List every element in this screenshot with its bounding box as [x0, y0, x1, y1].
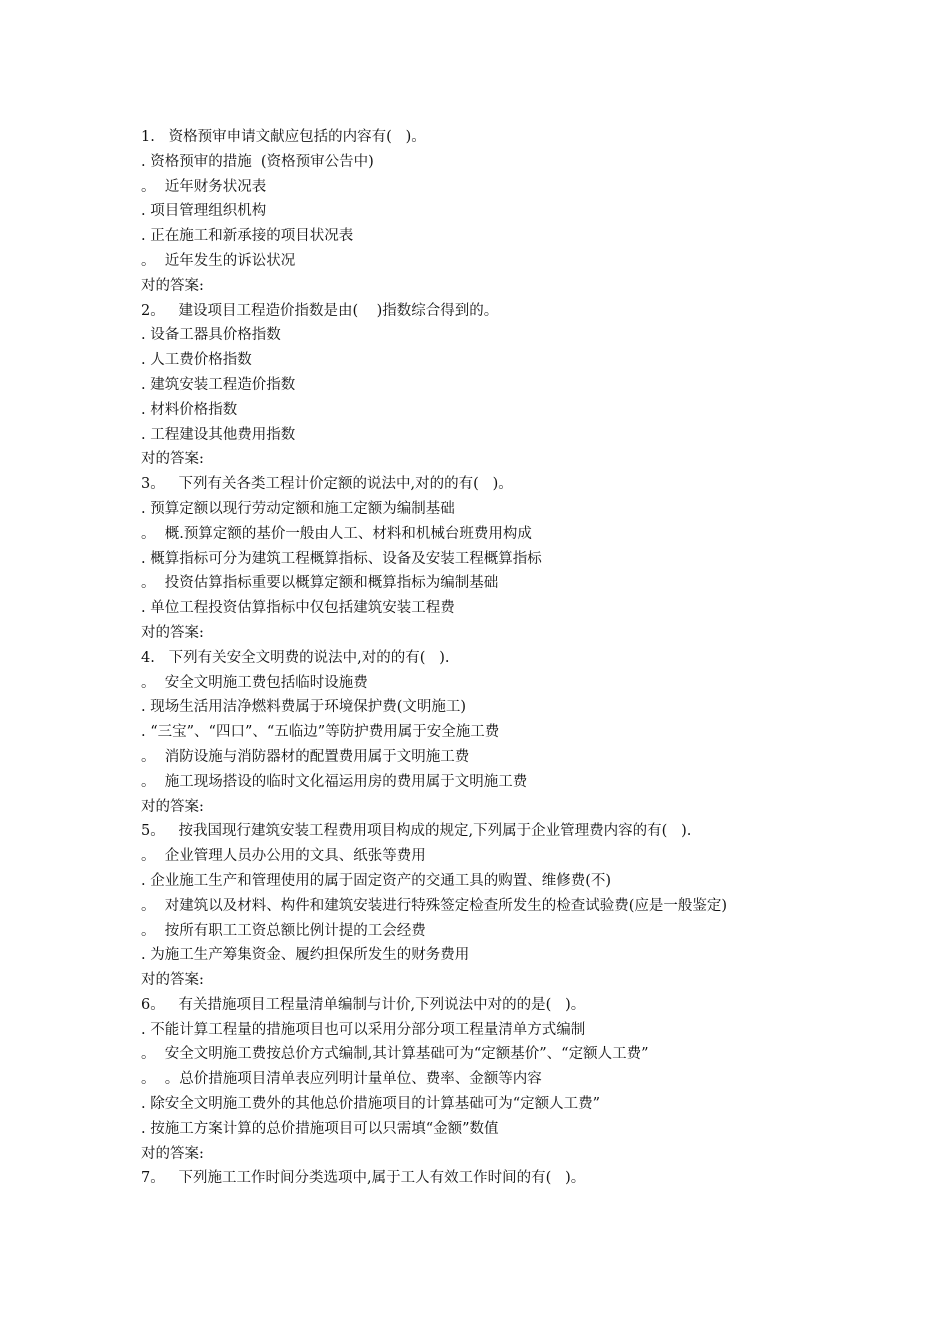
option-item: 。 近年发生的诉讼状况 — [141, 252, 296, 269]
option-item: 。 安全文明施工费包括临时设施费 — [141, 674, 368, 691]
question-block-4 — [141, 646, 821, 820]
answer-label: 对的答案: — [141, 972, 204, 989]
option-item: . 不能计算工程量的措施项目也可以采用分部分项工程量清单方式编制 — [141, 1021, 586, 1038]
option-item: 。 企业管理人员办公用的文具、纸张等费用 — [141, 848, 426, 865]
option-item: . 正在施工和新承接的项目状况表 — [141, 228, 354, 245]
question-stem: 3。 下列有关各类工程计价定额的说法中,对的的有( )。 — [141, 476, 513, 493]
option-item: . 建筑安装工程造价指数 — [141, 376, 296, 393]
option-item: . 预算定额以现行劳动定额和施工定额为编制基础 — [141, 500, 455, 517]
question-stem: 7。 下列施工工作时间分类选项中,属于工人有效工作时间的有( )。 — [141, 1170, 586, 1187]
question-stem: 6。 有关措施项目工程量清单编制与计价,下列说法中对的的是( )。 — [141, 996, 586, 1013]
answer-label: 对的答案: — [141, 277, 204, 294]
option-item: . 按施工方案计算的总价措施项目可以只需填“金额”数值 — [141, 1120, 499, 1137]
option-item: 。 对建筑以及材料、构件和建筑安装进行特殊签定检查所发生的检查试验费(应是一般鉴定) — [141, 897, 728, 914]
answer-label: 对的答案: — [141, 624, 204, 641]
question-block-5 — [141, 819, 821, 993]
option-item: . 为施工生产筹集资金、履约担保所发生的财务费用 — [141, 947, 470, 964]
option-item: . 单位工程投资估算指标中仅包括建筑安装工程费 — [141, 600, 455, 617]
option-item: 。 。总价措施项目清单表应列明计量单位、费率、金额等内容 — [141, 1071, 542, 1088]
option-item: . 材料价格指数 — [141, 401, 238, 418]
question-list — [141, 125, 821, 1191]
option-item: . “三宝”、“四口”、“五临边”等防护费用属于安全施工费 — [141, 724, 500, 741]
question-block-6 — [141, 993, 821, 1167]
answer-label: 对的答案: — [141, 1145, 204, 1162]
question-block-3 — [141, 472, 821, 646]
option-item: 。 近年财务状况表 — [141, 178, 267, 195]
answer-label: 对的答案: — [141, 451, 204, 468]
option-item: . 工程建设其他费用指数 — [141, 426, 296, 443]
option-item: 。 施工现场搭设的临时文化福运用房的费用属于文明施工费 — [141, 773, 528, 790]
option-item: . 概算指标可分为建筑工程概算指标、设备及安装工程概算指标 — [141, 550, 542, 567]
option-item: 。 安全文明施工费按总价方式编制,其计算基础可为“定额基价”、“定额人工费” — [141, 1046, 649, 1063]
question-block-1 — [141, 125, 821, 299]
option-item: . 设备工器具价格指数 — [141, 327, 281, 344]
answer-label: 对的答案: — [141, 798, 204, 815]
option-item: . 人工费价格指数 — [141, 352, 252, 369]
option-item: . 项目管理组织机构 — [141, 203, 267, 220]
option-item: . 除安全文明施工费外的其他总价措施项目的计算基础可为“定额人工费” — [141, 1096, 601, 1113]
option-item: 。 消防设施与消防器材的配置费用属于文明施工费 — [141, 748, 470, 765]
question-stem: 2。 建设项目工程造价指数是由( )指数综合得到的。 — [141, 302, 499, 319]
option-item: 。 按所有职工工资总额比例计提的工会经费 — [141, 922, 426, 939]
question-stem: 5。 按我国现行建筑安装工程费用项目构成的规定,下列属于企业管理费内容的有( ). — [141, 823, 692, 840]
option-item: . 资格预审的措施 (资格预审公告中) — [141, 153, 374, 170]
option-item: 。 投资估算指标重要以概算定额和概算指标为编制基础 — [141, 575, 499, 592]
option-item: . 现场生活用洁净燃料费属于环境保护费(文明施工) — [141, 699, 467, 716]
question-block-2 — [141, 299, 821, 473]
option-item: 。 概.预算定额的基价一般由人工、材料和机械台班费用构成 — [141, 525, 532, 542]
option-item: . 企业施工生产和管理使用的属于固定资产的交通工具的购置、维修费(不) — [141, 872, 612, 889]
question-stem: 4. 下列有关安全文明费的说法中,对的的有( ). — [141, 649, 450, 666]
question-stem: 1. 资格预审申请文献应包括的内容有( )。 — [141, 129, 426, 145]
question-block-7 — [141, 1166, 821, 1191]
